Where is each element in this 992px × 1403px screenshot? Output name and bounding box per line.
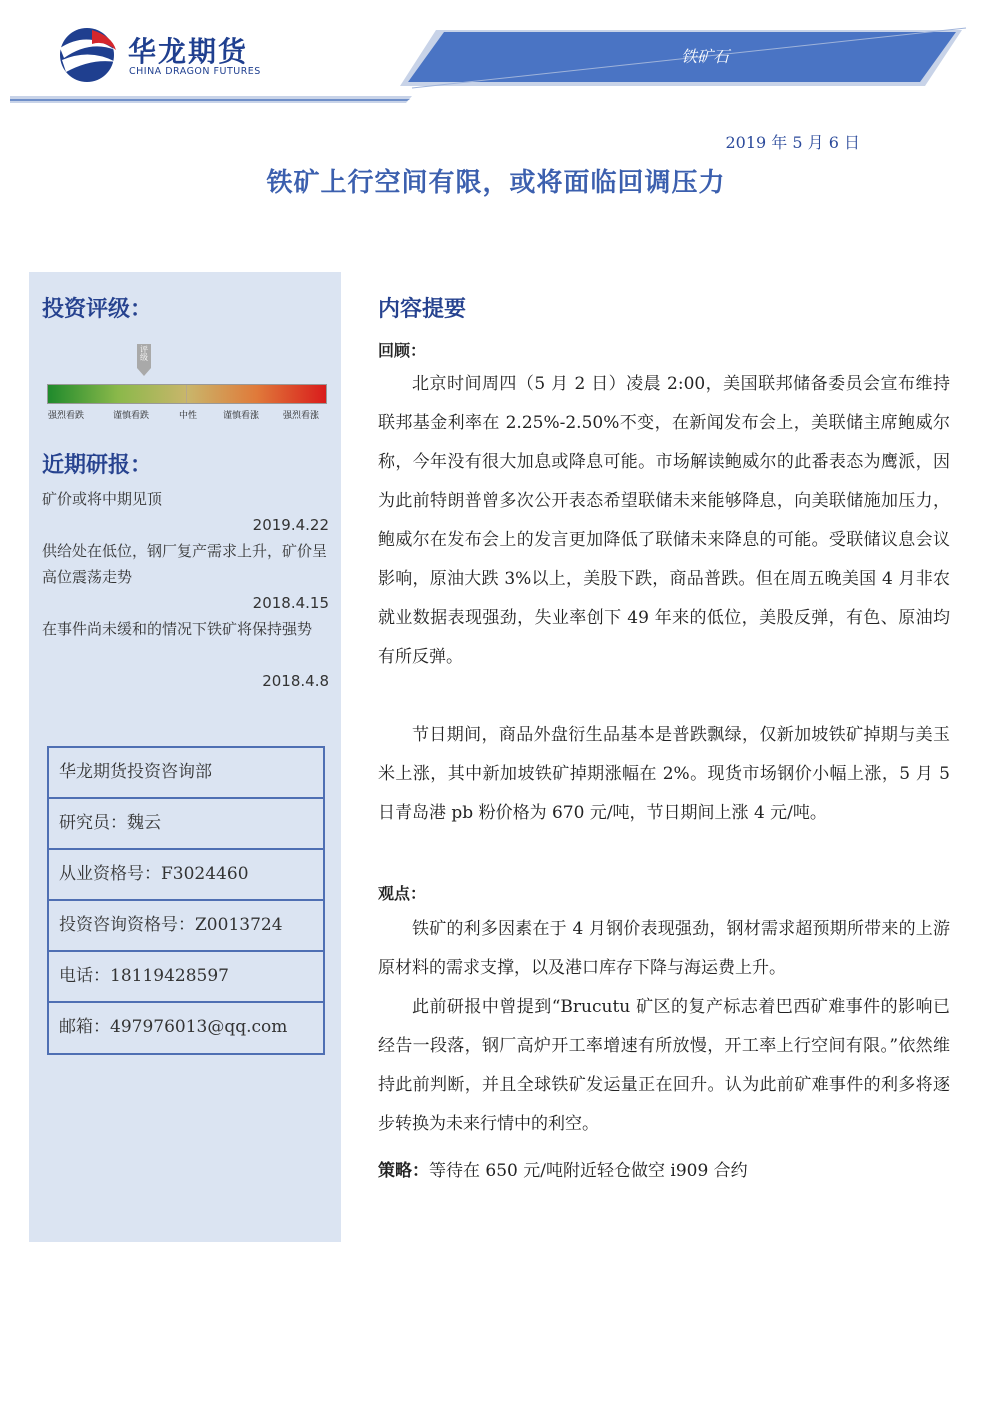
rating-scale-bar bbox=[47, 384, 327, 404]
recent-report-title[interactable]: 供给处在低位，钢厂复产需求上升，矿价呈高位震荡走势 bbox=[42, 542, 328, 586]
contact-analyst: 研究员：魏云 bbox=[49, 799, 323, 850]
strategy-text: 等待在 650 元/吨附近轻仓做空 i909 合约 bbox=[429, 1161, 748, 1181]
contact-box bbox=[47, 746, 325, 1055]
rating-heading: 投资评级： bbox=[42, 296, 153, 322]
recent-report-date: 2019.4.22 bbox=[252, 516, 329, 534]
view-paragraph: 铁矿的利多因素在于 4 月钢价表现强劲，钢材需求超预期所带来的上游原材料的需求支撑，以及港口库存下降与海运费上升。 bbox=[378, 919, 950, 978]
review-label: 回顾： bbox=[378, 341, 427, 360]
rating-scale-label: 中性 bbox=[179, 411, 198, 421]
view-paragraph: 此前研报中曾提到“Brucutu 矿区的复产标志着巴西矿难事件的影响已经告一段落，钢厂高炉开工率增速有所放慢，开工率上行空间有限。”依然维持此前判断，并且全球铁矿发运量正在回升。认为此前矿难事件的利多将逐步转换为未来行情中的利空。 bbox=[378, 997, 950, 1134]
recent-report-title[interactable]: 在事件尚未缓和的情况下铁矿将保持强势 bbox=[42, 620, 313, 638]
report-date: 2019 年 5 月 6 日 bbox=[725, 133, 860, 152]
report-category: 铁矿石 bbox=[680, 47, 729, 66]
rating-scale-label: 强烈看跌 bbox=[48, 411, 85, 421]
recent-report-title[interactable]: 矿价或将中期见顶 bbox=[42, 490, 163, 508]
summary-heading: 内容提要 bbox=[378, 296, 467, 322]
contact-advisory-qualification: 投资咨询资格号：Z0013724 bbox=[49, 901, 323, 952]
contact-department: 华龙期货投资咨询部 bbox=[49, 748, 323, 799]
rating-marker bbox=[137, 344, 151, 368]
recent-report-date: 2018.4.8 bbox=[262, 672, 329, 690]
company-logo-icon bbox=[60, 28, 116, 82]
rating-divider bbox=[186, 385, 187, 403]
recent-reports-heading: 近期研报： bbox=[42, 452, 153, 478]
sidebar bbox=[29, 272, 341, 1242]
review-paragraph: 北京时间周四（5 月 2 日）凌晨 2:00，美国联邦储备委员会宣布维持联邦基金利率在 2.25%-2.50%不变，在新闻发布会上，美联储主席鲍威尔称，今年没有很大加息或降息可能。市场解读鲍威尔的此番表态为鹰派，因为此前特朗普曾多次公开表态希望联储未来能够降息，向美联储施加压力，鲍威尔在发布会上的发言更加降低了联储未来降息的可能。受联储议息会议影响，原油大跌 3%以上，美股下跌，商品普跌。但在周五晚美国 4 月非农就业数据表现强劲，失业率创下 49 年来的低位，美股反弹，有色、原油均有所反弹。 bbox=[378, 374, 950, 667]
rating-scale-label: 强烈看涨 bbox=[283, 411, 320, 421]
strategy-label: 策略： bbox=[378, 1161, 429, 1181]
report-title: 铁矿上行空间有限，或将面临回调压力 bbox=[266, 168, 726, 198]
recent-report-date: 2018.4.15 bbox=[252, 594, 329, 612]
rating-marker-arrow-icon bbox=[137, 368, 151, 376]
rating-marker-text: 评级 bbox=[139, 345, 149, 361]
strategy-line bbox=[378, 1156, 748, 1181]
company-name-cn: 华龙期货 bbox=[128, 35, 249, 68]
view-label: 观点： bbox=[378, 884, 427, 903]
rating-scale-label: 谨慎看跌 bbox=[113, 411, 150, 421]
company-name-en: CHINA DRAGON FUTURES bbox=[129, 66, 261, 77]
contact-email[interactable]: 邮箱：497976013@qq.com bbox=[59, 1017, 288, 1037]
rating-scale-label: 谨慎看涨 bbox=[223, 411, 260, 421]
review-paragraph: 节日期间，商品外盘衍生品基本是普跌飘绿，仅新加坡铁矿掉期与美玉米上涨，其中新加坡铁矿掉期涨幅在 2%。现货市场钢价小幅上涨，5 月 5 日青岛港 pb 粉价格为 670 元/吨，节日期间上涨 4 元/吨。 bbox=[378, 725, 950, 823]
contact-qualification: 从业资格号：F3024460 bbox=[49, 850, 323, 901]
contact-phone: 电话：18119428597 bbox=[49, 952, 323, 1003]
